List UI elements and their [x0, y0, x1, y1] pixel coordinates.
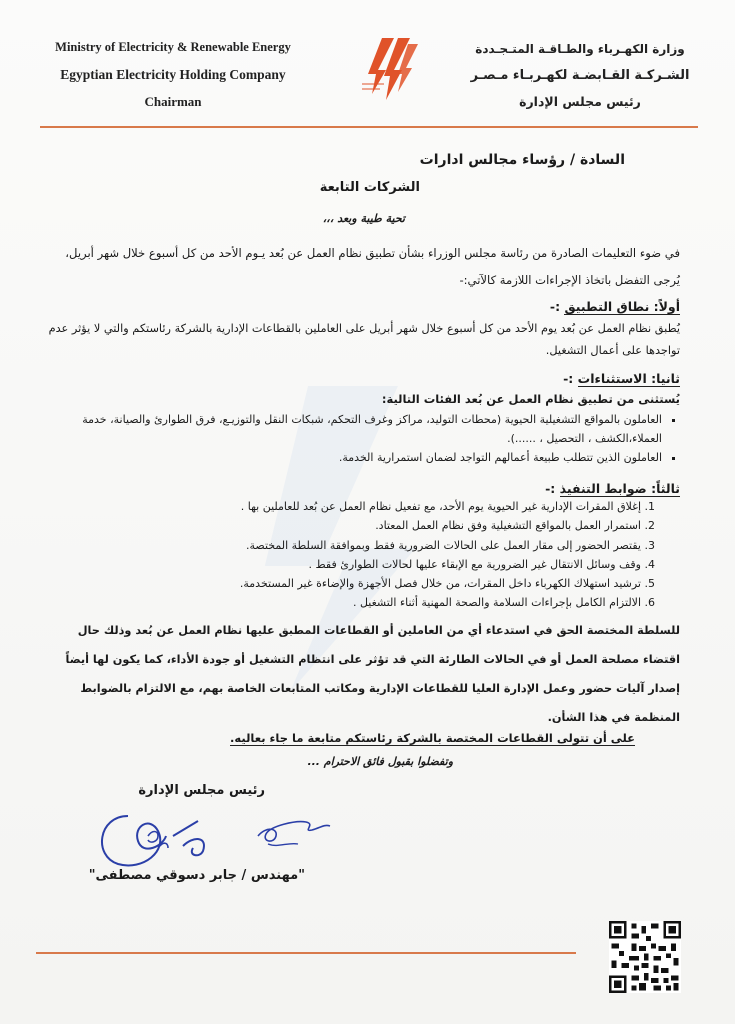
section2-heading — [563, 371, 680, 386]
section3-heading — [545, 481, 680, 496]
handwritten-signature-icon — [88, 796, 368, 876]
section1-title-suffix: :- — [549, 299, 565, 314]
company-logo-icon — [360, 36, 420, 116]
addressee-line1: السادة / رؤساء مجالس ادارات — [419, 152, 625, 168]
qr-code-icon — [609, 921, 681, 993]
company-name-ar: الشـركـة القـابضـة لكهـربـاء مـصـر — [470, 68, 690, 83]
section1-heading — [550, 299, 680, 314]
section1-body: يُطبق نظام العمل عن بُعد يوم الأحد من كل أسبوع خلال شهر أبريل على العاملين بالقطاعات الإدارية بالشركة رئاستكم والتي لا يؤثر عدم تواجدها على أعمال التشغيل. — [48, 322, 680, 357]
header-divider — [40, 126, 698, 128]
chairman-title-ar: رئيس مجلس الإدارة — [519, 94, 641, 109]
list-item: ▪ العاملون بالمواقع التشغيلية الحيوية (محطات التوليد، مراكز وغرف التحكم، شبكات النقل والتوزيـع، فرق الطوارئ والصيانة، خدمة العملاء،الكشف ، التحصيل ، ......). — [22, 410, 662, 448]
greeting: تحية طيبة وبعد ،،، — [322, 212, 405, 225]
list-item: 5. ترشيد استهلاك الكهرباء داخل المقرات، من خلال فصل الأجهزة والإضاءة غير المستخدمة. — [41, 574, 641, 593]
section2-subtitle: يُستثنى من تطبيق نظام العمل عن بُعد الفئات التالية: — [381, 392, 680, 406]
controls-list — [41, 497, 665, 613]
footer-divider — [36, 952, 576, 954]
addressee-line2: الشركات التابعة — [319, 180, 420, 195]
section3-title: ثالثاً: ضوابط التنفيذ — [559, 481, 680, 496]
list-item: 1. إغلاق المقرات الإدارية غير الحيوية يوم الأحد، مع تفعيل نظام العمل عن بُعد للعاملين بها . — [41, 497, 641, 516]
ministry-name-en: Ministry of Electricity & Renewable Energy — [55, 40, 291, 54]
list-item: 3. يقتصر الحضور إلى مقار العمل على الحالات الضرورية فقط وبموافقة السلطة المختصة. — [41, 536, 641, 555]
list-item: 2. استمرار العمل بالمواقع التشغيلية وفق نظام العمل المعتاد. — [41, 516, 641, 535]
intro-paragraph: في ضوء التعليمات الصادرة من رئاسة مجلس الوزراء بشأن تطبيق نظام العمل عن بُعد يـوم الأحد من كل أسبوع خلال شهر أبريل، يُرجى التفضل باتخاذ الإجراءات اللازمة كالآتي:- — [65, 246, 680, 287]
company-name-en: Egyptian Electricity Holding Company — [60, 67, 286, 82]
section2-title-suffix: :- — [563, 371, 578, 386]
emphasis-line: على أن تتولى القطاعات المختصة بالشركة رئاستكم متابعة ما جاء بعاليه. — [230, 731, 635, 745]
signatory-name: "مهندس / جابر دسوقي مصطفى" — [88, 868, 305, 883]
exceptions-list — [22, 410, 680, 467]
section2-title: ثانيا: الاستثناءات — [577, 371, 680, 386]
list-item: ▪ العاملون الذين تتطلب طبيعة أعمالهم التواجد لضمان استمرارية الخدمة. — [22, 448, 662, 467]
closing-paragraph: للسلطة المختصة الحق في استدعاء أي من العاملين أو القطاعات المطبق عليها نظام العمل عن بُعد وذلك حال اقتضاء مصلحة العمل أو في الحالات الطارئة التي قد تؤثر على انتظام التشغيل أو جودة الأداء، كما يكون لها أيضاً إصدار آليات حضور وعمل الإدارة العليا للقطاعات الإدارية ومكاتب المتابعات الخاصة بهم، مع الالتزام بالضوابط المنظمة في هذا الشأن. — [65, 624, 680, 724]
signatory-title: رئيس مجلس الإدارة — [138, 783, 265, 798]
list-item: 4. وقف وسائل الانتقال غير الضرورية مع الإبقاء عليها لحالات الطوارئ فقط . — [41, 555, 641, 574]
regards-line: وتفضلوا بقبول فائق الاحترام ... — [307, 755, 453, 768]
section3-title-suffix: :- — [545, 481, 560, 496]
list-item: 6. الالتزام الكامل بإجراءات السلامة والصحة المهنية أثناء التشغيل . — [41, 593, 641, 612]
section1-title: أولاً: نطاق التطبيق — [564, 299, 680, 314]
chairman-title-en: Chairman — [144, 94, 202, 109]
ministry-name-ar: وزارة الكهـرباء والطـاقـة المتـجـددة — [475, 42, 685, 56]
